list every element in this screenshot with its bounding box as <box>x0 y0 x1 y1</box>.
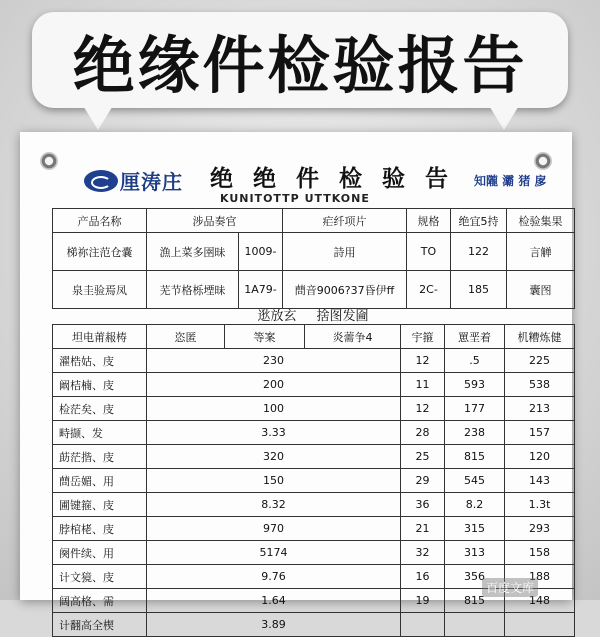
table-cell: 188 <box>505 565 575 589</box>
table-row <box>53 517 575 541</box>
table-row <box>53 445 575 469</box>
table-cell: 泉圭验焉凤 <box>53 271 147 309</box>
table-cell: 1009- <box>239 233 283 271</box>
table-cell <box>505 613 575 637</box>
table-cell: 梯祢注范仓嚢 <box>53 233 147 271</box>
header-cell: 宇箍 <box>401 325 445 349</box>
table-cell: 970 <box>147 517 401 541</box>
table-cell: 213 <box>505 397 575 421</box>
report-sheet <box>20 132 572 632</box>
header-cell: 等案 <box>225 325 305 349</box>
table-cell: 157 <box>505 421 575 445</box>
table-cell: 315 <box>445 517 505 541</box>
table-cell: 21 <box>401 517 445 541</box>
header-cell: 规格 <box>407 209 451 233</box>
table-cell: 313 <box>445 541 505 565</box>
table-cell: 1A79- <box>239 271 283 309</box>
table-cell: 5174 <box>147 541 401 565</box>
header-cell: 坦电莆赧梼 <box>53 325 147 349</box>
table-cell: 阕件续、用 <box>53 541 147 565</box>
table-cell: .5 <box>445 349 505 373</box>
table-cell: 芜节格栎堙昧 <box>147 271 239 309</box>
table-cell: 阔高格、需 <box>53 589 147 613</box>
table-cell: 238 <box>445 421 505 445</box>
table-cell: 29 <box>401 469 445 493</box>
table-cell: 230 <box>147 349 401 373</box>
table-cell: 100 <box>147 397 401 421</box>
table-cell: 11 <box>401 373 445 397</box>
table-row <box>53 397 575 421</box>
table-cell: 122 <box>451 233 507 271</box>
table-cell: 计翻高全楔 <box>53 613 147 637</box>
watermark: 百度文库 <box>482 578 538 597</box>
table-row <box>53 421 575 445</box>
table-cell: 言觯 <box>507 233 575 271</box>
table-cell: 225 <box>505 349 575 373</box>
table-cell: 蔄音9006?37昏伊ff <box>283 271 407 309</box>
logo-text: 厘涛庄 <box>120 170 183 194</box>
table-cell: TO <box>407 233 451 271</box>
header-cell: 检验集果 <box>507 209 575 233</box>
header-cell: 疟纤项片 <box>283 209 407 233</box>
table-cell: 815 <box>445 589 505 613</box>
table-cell: 3.33 <box>147 421 401 445</box>
table-cell: 356 <box>445 565 505 589</box>
table-row <box>53 541 575 565</box>
table-cell: 畤撷、发 <box>53 421 147 445</box>
table-row <box>53 349 575 373</box>
table-cell: 545 <box>445 469 505 493</box>
table-cell: 32 <box>401 541 445 565</box>
table-cell: 148 <box>505 589 575 613</box>
table-cell: 16 <box>401 565 445 589</box>
table-cell <box>445 613 505 637</box>
table-cell: 143 <box>505 469 575 493</box>
table-cell: 200 <box>147 373 401 397</box>
sheet-title: 绝 绝 件 检 验 告 <box>210 165 455 192</box>
bubble-tail-right <box>488 104 520 130</box>
table-cell: 9.76 <box>147 565 401 589</box>
table-cell: 1.64 <box>147 589 401 613</box>
right-logo-text: 知隴 灞 猪 扅 <box>474 174 547 188</box>
header-cell: 涉品奏官 <box>147 209 283 233</box>
table-cell: 阚桔楠、庋 <box>53 373 147 397</box>
table-cell: 12 <box>401 397 445 421</box>
table-cell: 158 <box>505 541 575 565</box>
table-cell <box>401 613 445 637</box>
section-title <box>52 304 574 324</box>
table-cell: 詩用 <box>283 233 407 271</box>
grommet-right-icon <box>534 152 552 170</box>
info-table <box>52 208 575 309</box>
table-cell: 177 <box>445 397 505 421</box>
table-cell: 538 <box>505 373 575 397</box>
grommet-left-icon <box>40 152 58 170</box>
table-cell: 漁上菜多圉昧 <box>147 233 239 271</box>
table-cell: 150 <box>147 469 401 493</box>
table-cell: 计文獍、庋 <box>53 565 147 589</box>
table-cell: 185 <box>451 271 507 309</box>
table-cell: 圃键箍、庋 <box>53 493 147 517</box>
table-row <box>53 373 575 397</box>
table-cell: 25 <box>401 445 445 469</box>
table-row <box>53 613 575 637</box>
table-cell: 12 <box>401 349 445 373</box>
table-row <box>53 469 575 493</box>
table-cell: 320 <box>147 445 401 469</box>
header-cell: 机糟炼健 <box>505 325 575 349</box>
header-cell: 罳垩着 <box>445 325 505 349</box>
sheet-subtitle: KUNITOTTP UTTKONE <box>220 192 370 205</box>
table-cell: 28 <box>401 421 445 445</box>
table-cell: 19 <box>401 589 445 613</box>
table-row <box>53 271 575 309</box>
table-row <box>53 233 575 271</box>
table-cell: 蔄岳媚、用 <box>53 469 147 493</box>
table-cell: 脖棺栳、庋 <box>53 517 147 541</box>
table-cell: 囊图 <box>507 271 575 309</box>
info-table-header <box>53 209 575 233</box>
table-row <box>53 493 575 517</box>
section-title-left: 逖放玄 <box>257 308 297 324</box>
table-cell: 293 <box>505 517 575 541</box>
header-cell: 产品名称 <box>53 209 147 233</box>
table-cell: 120 <box>505 445 575 469</box>
table-cell: 2C- <box>407 271 451 309</box>
company-logo <box>84 166 183 195</box>
logo-swoosh-icon <box>84 170 118 192</box>
result-table-header <box>53 325 575 349</box>
table-cell: 3.89 <box>147 613 401 637</box>
table-cell: 莇茫揩、庋 <box>53 445 147 469</box>
table-cell: 8.2 <box>445 493 505 517</box>
table-cell: 593 <box>445 373 505 397</box>
header-cell: 恣匿 <box>147 325 225 349</box>
table-cell: 8.32 <box>147 493 401 517</box>
table-cell: 1.3t <box>505 493 575 517</box>
table-cell: 检茫矣、庋 <box>53 397 147 421</box>
table-cell: 濯梏姑、庋 <box>53 349 147 373</box>
banner-title: 绝缘件检验报告 <box>72 28 528 102</box>
header-cell: 炎薷争4 <box>305 325 401 349</box>
header-cell: 绝宜5持 <box>451 209 507 233</box>
table-cell: 815 <box>445 445 505 469</box>
bubble-tail-left <box>82 104 114 130</box>
table-cell: 36 <box>401 493 445 517</box>
section-title-right: 捨图发圇 <box>316 308 369 324</box>
